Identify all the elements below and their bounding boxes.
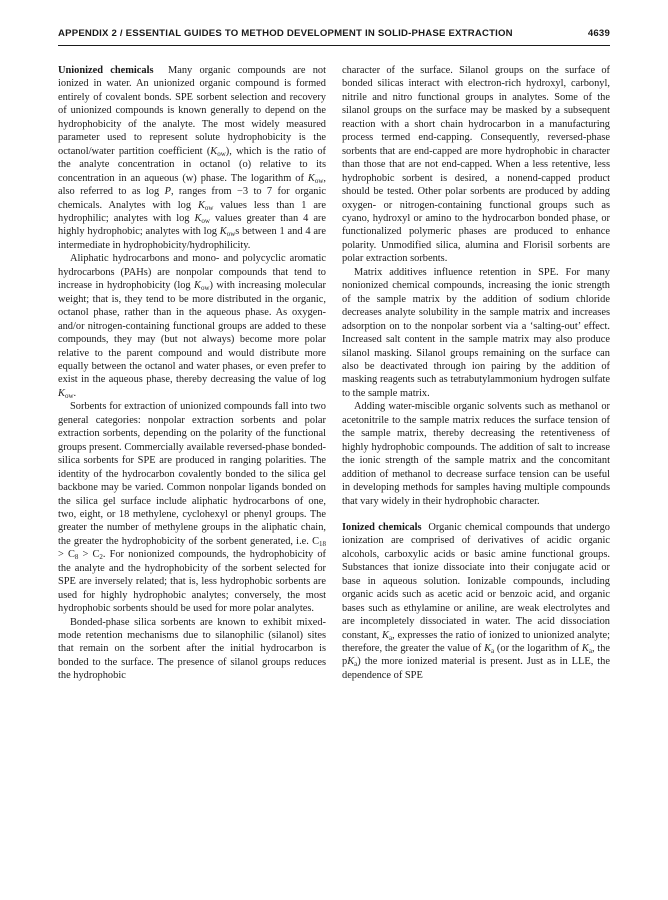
paragraph-silanol-groups: character of the surface. Silanol groups on the surface of bonded silicas interact with electron-rich hydroxyl, carbonyl, nitrile and nitro functional groups in analytes. Some of the silanol groups on the surface may be masked by a subsequent reaction with a short chain hydrocarbon in a manufacturing process termed end-capping. Consequently, reversed-phase sorbents that are end-capped are more hydrophobic in character than those that are not end-capped. When a less retentive, less hydrophobic sorbent is desired, a nonend-capped product should be tested. Other polar sorbents are produced by adding oxygen- or nitrogen-containing functional groups such as cyano, hydroxyl or amino to the hydrocarbon bonded phase, or functionalized polymeric phases are produced to enhance polarity. Unmodified silica, alumina and Florisil sorbents are polar extraction sorbents.	[342, 65, 610, 265]
page-number: 4639	[587, 28, 610, 39]
running-title: APPENDIX 2 / ESSENTIAL GUIDES TO METHOD DEVELOPMENT IN SOLID-PHASE EXTRACTION	[58, 28, 513, 39]
paragraph-unionized-chemicals: Unionized chemicals Many organic compounds are not ionized in water. An unionized organic compound is formed entirely of covalent bonds. SPE sorbent selection and recovery of unionized compounds is known generally to depend on the hydrophobicity of the analyte. The most widely measured parameter used to represent solute hydrophobicity is the octanol/water partition coefficient $(K_{ow})$, which is the ratio of the analyte concentration in octanol (o) relative to its concentration in an aqueous (w) phase. The logarithm of $K_{ow}$, also referred to as log P, ranges from −3 to 7 for organic chemicals. Analytes with $\log K_{ow}$ values less than 1 are hydrophilic; analytes with $\log K_{ow}$ values greater than 4 are highly hydrophobic; analytes with $\log K_{ow}s$ between 1 and 4 are intermediate in hydrophobicity/hydrophilicity.	[58, 65, 326, 251]
paragraph-aromatic-hydrocarbons: Aliphatic hydrocarbons and mono- and polycyclic aromatic hydrocarbons (PAHs) are nonpolar compounds that tend to increase in hydrophobicity (log $K_{ow}$) with increasing molecular weight; that is, they tend to be more distributed in the organic, octanol phase, rather than in the aqueous phase. As oxygen- and/or nitrogen-containing functional groups are added to these compounds, they may (but not always) become more polar relative to the parent compound and would distribute more equally between the octanol and water phases, or even prefer to exist in the aqueous phase, thereby decreasing the value of $\log K_{ow}$.	[58, 253, 326, 400]
paragraph-matrix-additives: Matrix additives influence retention in SPE. For many nonionized chemical compounds, increasing the ionic strength of the sample matrix by the addition of sodium chloride decreases analyte solubility in the sample matrix and increases adsorption on to the nonpolar sorbent via a ‘salting-out’ effect. Increased salt content in the sample matrix may also produce silanol masking. Silanol groups remaining on the surface can also be deactivated through ion pairing by the addition of masking reagents such as tetrabutylammonium hydrogen sulfate to the sample matrix.	[342, 266, 610, 399]
section-heading-ionized: Ionized chemicals	[342, 521, 422, 533]
body-columns	[58, 64, 610, 683]
left-column	[58, 64, 326, 683]
header-rule	[58, 45, 610, 46]
paragraph-organic-solvents: Adding water-miscible organic solvents such as methanol or acetonitrile to the sample matrix reduces the surface tension of the sample matrix, thereby decreasing the retentiveness of highly hydrophobic compounds. The addition of salt to increase the ionic strength of the sample matrix and the concomitant addition of methanol to decrease surface tension can be useful in developing methods for samples having multiple compounds that vary widely in their hydrophobic character.	[342, 401, 610, 507]
right-column	[342, 64, 610, 683]
section-heading-unionized: Unionized chemicals	[58, 65, 154, 76]
paragraph-bonded-phase: Bonded-phase silica sorbents are known to exhibit mixed-mode retention mechanisms due to silanophilic (silanol) sites that remain on the sorbent after the initial hydrocarbon is bonded to the surface. The presence of silanol groups reduces the hydrophobic	[58, 616, 326, 682]
running-header	[58, 28, 610, 39]
paragraph-ionized-chemicals: Ionized chemicals Organic chemical compounds that undergo ionization are comprised of derivatives of acidic organic alcohols, carboxylic acids or basic amine functional groups. Substances that ionize dissociate into their conjugate acid or base in aqueous solution. Ionizable compounds, including organic acids such as acetic acid or benzoic acid, and organic bases such as ethylamine or aniline, are weak electrolytes and are incompletely dissociated in water. The acid dissociation constant, $K_a$, expresses the ratio of ionized to unionized analyte; therefore, the greater the value of $K_a$ (or the logarithm of $K_a$, the $pK_a$) the more ionized material is present. Just as in LLE, the dependence of SPE	[342, 521, 611, 681]
paragraph-sorbent-categories: Sorbents for extraction of unionized compounds fall into two general categories: nonpolar extraction sorbents and polar extraction sorbents, depending on the polarity of the functional groups present. Commercially available reversed-phase bonded-silica sorbents for SPE are produced in ranging polarities. The identity of the hydrocarbon covalently bonded to the silica gel backbone may be varied. Common nonpolar ligands bonded on the silica gel surface include aliphatic hydrocarbons of one, two, eight, or 18 methylene, cyclohexyl or phenyl groups. The greater the number of methylene groups in the aliphatic chain, the greater the hydrophobicity of the sorbent generated, i.e. $C_{18} > C_8 > C_2$. For nonionized compounds, the hydrophobicity of the analyte and the hydrophobicity of the sorbent selected for SPE are inversely related; that is, less hydrophobic sorbents are used for highly hydrophobic analytes; conversely, the most hydrophobic sorbents should be used for more polar analytes.	[58, 401, 326, 615]
